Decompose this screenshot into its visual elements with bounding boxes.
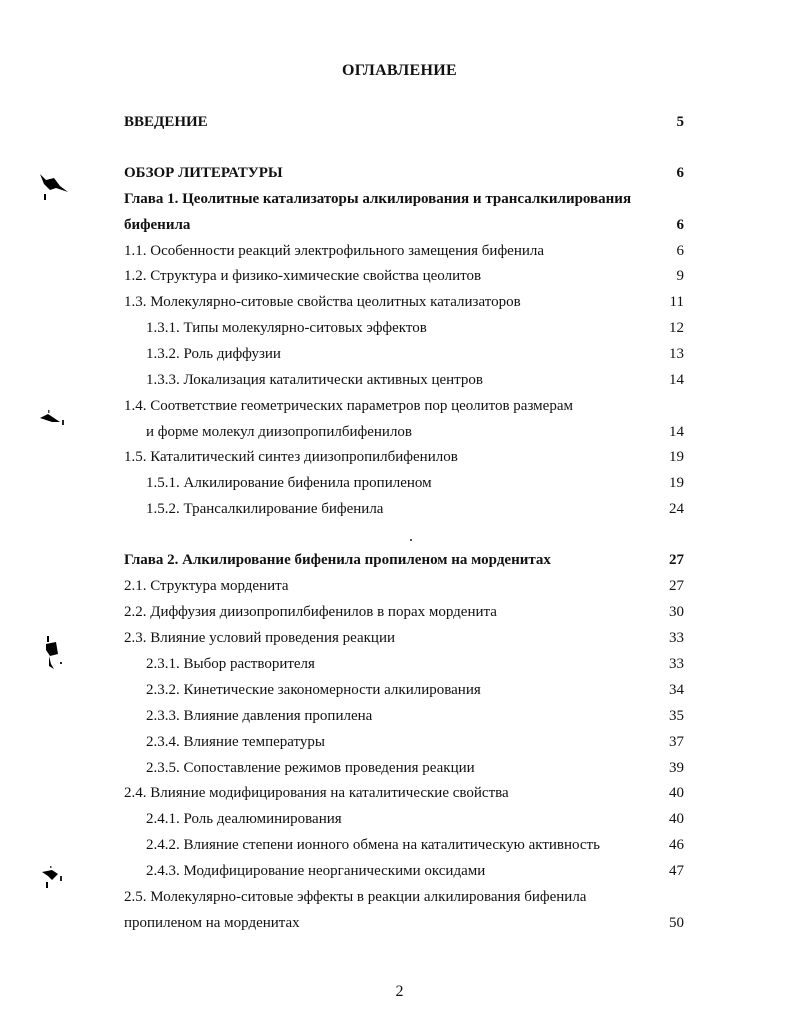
- toc-entry-label: 1.3.2. Роль диффузии: [146, 346, 281, 362]
- page-number: 2: [395, 983, 404, 1000]
- toc-entry: [0, 474, 799, 492]
- toc-entry-page: 6: [676, 243, 684, 259]
- toc-entry: [0, 784, 799, 802]
- toc-entry-label: 2.2. Диффузия диизопропилбифенилов в порах морденита: [124, 604, 497, 620]
- scan-artifact-mark: [40, 866, 70, 892]
- toc-entry: [0, 577, 799, 595]
- toc-entry-page: 39: [669, 760, 684, 776]
- toc-entry-page: 6: [676, 165, 684, 181]
- scan-artifact-mark: [36, 172, 70, 202]
- toc-entry: [0, 603, 799, 621]
- toc-entry-page: 40: [669, 811, 684, 827]
- toc-entry: [0, 862, 799, 880]
- toc-entry-label: бифенила: [124, 217, 191, 233]
- toc-entry-label: 2.3. Влияние условий проведения реакции: [124, 630, 396, 646]
- toc-entry: [0, 759, 799, 777]
- toc-entry: [0, 888, 799, 906]
- toc-entry-label: 1.5.2. Трансалкилирование бифенила: [146, 501, 384, 517]
- toc-entry-page: 19: [669, 449, 684, 465]
- toc-entry-page: 9: [676, 268, 684, 284]
- toc-entry: [0, 629, 799, 647]
- toc-entry: [0, 655, 799, 673]
- toc-entry-page: 33: [669, 656, 684, 672]
- toc-entry-page: 40: [669, 785, 684, 801]
- toc-entry-page: 35: [669, 708, 684, 724]
- toc-entry: [0, 707, 799, 725]
- toc-entry-page: 19: [669, 475, 684, 491]
- toc-entry-label: 2.3.2. Кинетические закономерности алкилирования: [146, 682, 481, 698]
- toc-entry-label: 1.3.1. Типы молекулярно-ситовых эффектов: [146, 320, 427, 336]
- toc-entry-label: 1.4. Соответствие геометрических параметров пор цеолитов размерам: [124, 398, 573, 414]
- toc-entry: [0, 551, 799, 569]
- toc-entry-page: 14: [669, 424, 684, 440]
- scan-artifact-mark: [40, 636, 66, 672]
- toc-entry-label: 2.3.3. Влияние давления пропилена: [146, 708, 373, 724]
- toc-entry: [0, 733, 799, 751]
- toc-entry: [0, 500, 799, 518]
- toc-entry-label: 2.4.2. Влияние степени ионного обмена на каталитическую активность: [146, 837, 600, 853]
- toc-entry-label: и форме молекул диизопропилбифенилов: [146, 424, 413, 440]
- scan-speck: [410, 539, 412, 541]
- toc-entry-label: ВВЕДЕНИЕ: [124, 114, 208, 130]
- toc-entry: [0, 397, 799, 415]
- toc-entry: [0, 810, 799, 828]
- toc-entry-page: 11: [669, 294, 684, 310]
- toc-entry-label: 2.5. Молекулярно-ситовые эффекты в реакции алкилирования бифенила: [124, 889, 587, 905]
- toc-entry: [0, 113, 799, 131]
- toc-entry: [0, 681, 799, 699]
- toc-entry-page: 47: [669, 863, 684, 879]
- toc-entry: [0, 267, 799, 285]
- page-title: ОГЛАВЛЕНИЕ: [342, 62, 457, 79]
- toc-entry: [0, 319, 799, 337]
- toc-entry: [0, 164, 799, 182]
- toc-entry: [0, 836, 799, 854]
- toc-entry: [0, 914, 799, 932]
- toc-entry-label: 2.4. Влияние модифицирования на каталитические свойства: [124, 785, 509, 801]
- toc-entry-page: 27: [669, 552, 684, 568]
- toc-entry-label: пропиленом на морденитах: [124, 915, 300, 931]
- toc-entry-label: 2.3.4. Влияние температуры: [146, 734, 325, 750]
- toc-entry-page: 30: [669, 604, 684, 620]
- toc-entry-page: 46: [669, 837, 684, 853]
- toc-entry-label: 2.3.1. Выбор растворителя: [146, 656, 315, 672]
- toc-entry: [0, 216, 799, 234]
- toc-entry-label: 2.3.5. Сопоставление режимов проведения реакции: [146, 760, 475, 776]
- toc-entry: [0, 345, 799, 363]
- toc-entry-label: 1.2. Структура и физико-химические свойства цеолитов: [124, 268, 482, 284]
- toc-entry-page: 34: [669, 682, 684, 698]
- toc-entry-page: 27: [669, 578, 684, 594]
- toc-entry-label: 1.1. Особенности реакций электрофильного замещения бифенила: [124, 243, 545, 259]
- toc-entry-label: Глава 2. Алкилирование бифенила пропиленом на морденитах: [124, 552, 551, 568]
- toc-entry-label: 1.5.1. Алкилирование бифенила пропиленом: [146, 475, 432, 491]
- toc-entry-page: 14: [669, 372, 684, 388]
- toc-entry-page: 37: [669, 734, 684, 750]
- toc-entry: [0, 423, 799, 441]
- toc-entry-label: 2.4.3. Модифицирование неорганическими оксидами: [146, 863, 486, 879]
- toc-entry-label: Глава 1. Цеолитные катализаторы алкилирования и трансалкилирования: [124, 191, 632, 207]
- scan-artifact-mark: [38, 408, 68, 430]
- toc-entry-page: 12: [669, 320, 684, 336]
- toc-entry-label: 1.5. Каталитический синтез диизопропилбифенилов: [124, 449, 458, 465]
- toc-entry-page: 33: [669, 630, 684, 646]
- toc-entry-page: 5: [676, 114, 684, 130]
- toc-entry: [0, 448, 799, 466]
- toc-entry: [0, 293, 799, 311]
- toc-entry-page: 50: [669, 915, 684, 931]
- toc-entry-page: 24: [669, 501, 684, 517]
- toc-entry: [0, 371, 799, 389]
- toc-entry-label: 1.3.3. Локализация каталитически активных центров: [146, 372, 484, 388]
- toc-entry-page: 13: [669, 346, 684, 362]
- toc-entry-label: 1.3. Молекулярно-ситовые свойства цеолитных катализаторов: [124, 294, 521, 310]
- toc-entry-label: 2.1. Структура морденита: [124, 578, 289, 594]
- toc-entry-label: ОБЗОР ЛИТЕРАТУРЫ: [124, 165, 283, 181]
- toc-entry: [0, 242, 799, 260]
- toc-entry-page: 6: [676, 217, 684, 233]
- toc-entry: [0, 190, 799, 208]
- toc-entry-label: 2.4.1. Роль деалюминирования: [146, 811, 342, 827]
